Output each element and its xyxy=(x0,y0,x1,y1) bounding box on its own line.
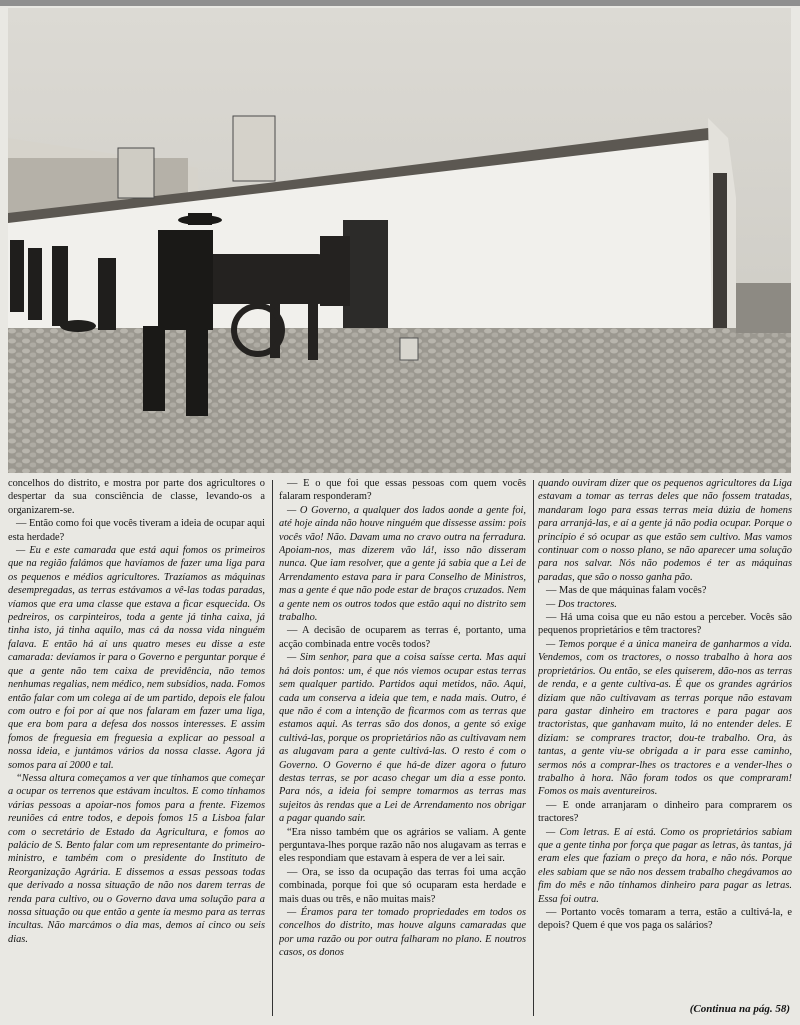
column-rule-1 xyxy=(272,480,273,1016)
article-column-3 xyxy=(538,477,792,1017)
paragraph: — Mas de que máquinas falam vocês? xyxy=(546,585,707,597)
paragraph: — Então como foi que vocês tiveram a ideia de ocupar aqui esta herdade? xyxy=(8,518,265,543)
top-border xyxy=(0,0,800,6)
paragraph: quando ouviram dizer que os pequenos agricultores da Liga estavam a tomar as terras deles que não fossem tratadas, mandaram logo para essas terras meia dúzia de homens para arranjá-las, e aí a gente já não podia ocupar. Porque o princípio é só ocupar as que estão sem cultivo. Mas vamos continuar com o nosso plano, se não aparecer uma solução para nos salvar. Nós não podemos é ter as máquinas paradas, que são o nosso ganha pão. xyxy=(538,478,792,583)
paragraph: — E onde arranjaram o dinheiro para comprarem os tractores? xyxy=(538,799,792,825)
paragraph: — O Governo, a qualquer dos lados aonde a gente foi, até hoje ainda não houve ninguém que dissesse assim: pois vocês vão! Não. Davam uma no cravo outra na ferradura. Apoiam-nos, mas dizerem vão lá!, isso não disseram nunca. Que iam resolver, que a gente já sabia que a Lei de Arrendamento estava para ir para Conselho de Ministros, mas a gente é que não pode estar de braços cruzados. Nem a gente nem os outros todos que estão aqui no distrito sem trabalho. xyxy=(279,504,526,624)
paragraph: “Nessa altura começamos a ver que tínhamos que começar a ocupar os terrenos que estávam incultos. E como tínhamos várias pessoas a apoiar-nos fomos para a frente. Fizemos reuniões cá entre todos, e depois fomos 15 a Lisboa falar com o secretário de Estado da Agricultura, e fomos ao palácio de S. Bento falar com um representante do primeiro-ministro, e também com o presidente do Instituto de Reorganização Agrária. E dissemos a essas pessoas todas que derivado a nossa situação de não nos darem terras de renda para cultivo, ou o Governo dava uma solução para a nossa situação ou que então a gente ía mesmo para as terras incultas. Não marcámos o dia mas, demos aí cinco ou seis dias. xyxy=(8,772,265,945)
photo-farmhouse-donkey-cart-icon xyxy=(8,8,791,473)
paragraph: — Temos porque é a única maneira de ganharmos a vida. Vendemos, com os tractores, o nosso trabalho à hora aos proprietários. Ou então, se eles quiserem, dão-nos as terras de renda, e a gente cultiva-as. É que os grandes agrários diziam que não cultivavam as terras porque não estavam para gastar dinheiro em tractores e para pagar aos tractoristas, que ganhavam muito, lá no entender deles. E diziam: se comprares tractor, dou-te trabalho. Ora, às tantas, a gente viu-se obrigada a ir para esse caminho, sermos nós a comprar-lhes os tractores e a vender-lhes o trabalho à hora. Não foram todos os que compraram! Fomos os mais aventureiros. xyxy=(538,638,792,798)
paragraph: — Há uma coisa que eu não estou a perceber. Vocês são pequenos proprietários e têm tractores? xyxy=(538,612,792,637)
column-rule-2 xyxy=(533,480,534,1016)
paragraph: — Portanto vocês tomaram a terra, estão a cultivá-la, e depois? Quem é que vos paga os salários? xyxy=(538,907,792,932)
paragraph: — Ora, se isso da ocupação das terras foi uma acção combinada, porque foi que só ocuparam esta herdade e mais duas ou três, e não muitas mais? xyxy=(279,866,526,905)
article-column-1 xyxy=(8,477,265,1017)
continuation-note[interactable]: (Continua na pág. 58) xyxy=(689,1003,790,1015)
paragraph: “Era nisso também que os agrários se valiam. A gente perguntava-lhes porque razão não nos alugavam as terras e eles respondiam que estavam à espera de ver a lei sair. xyxy=(279,826,526,865)
paragraph: — Éramos para ter tomado propriedades em todos os concelhos do distrito, mas houve alguns camaradas que por uma razão ou por outra falharam no plano. E noutros casos, os donos xyxy=(279,907,526,959)
paragraph: — Com letras. E aí está. Como os proprietários sabiam que a gente tinha por força que pagar as letras, às tantas, já eram eles que faziam o preço da hora, e não nós. Porque eles sabiam que se não nos dessem trabalho chegávamos ao fim do mês e não tínhamos dinheiro para pagar as letras. Essa foi outra. xyxy=(538,826,792,905)
article-column-2 xyxy=(279,477,526,1017)
paragraph: — Eu e este camarada que está aqui fomos os primeiros que na região falámos que havíamos de fazer uma liga para os pequenos e médios agricultores. Trazíamos as máquinas desempregadas, as terras estávamos a vê-las todas paradas, víamos que era uma classe que estava a ficar esquecida. Os pedreiros, os carpinteiros, toda a gente já tinha caixa, já tinha isto, já tinha aquilo, mas cá da nossa vida ninguém falava. E então há aí uns quatro meses eu disse a este camarada: devíamos ir para o Governo e perguntar porque é que a gente não tem caixa de previdência, não temos nenhumas regalias, nem médico, nem subsídios, nada. Fomos então falar com um colega aí de um partido, depois ele falou com outro e foi por aí que nos falaram em fazer uma liga, que era bom para a defesa dos nossos interesses. E assim fomos de freguesia em freguesia a explicar ao pessoal a nossa ideia, e juntámos vários da nossa classe. Agora já somos para aí 2000 e tal. xyxy=(8,545,265,771)
paragraph: — E o que foi que essas pessoas com quem vocês falaram responderam? xyxy=(279,478,526,503)
paragraph: — Sim senhor, para que a coisa saísse certa. Mas aqui há dois pontos: um, é que nós viemos ocupar estas terras sem qualquer partido. Partidos aqui metidos, não. Aqui, cada um conserva a ideia que tem, e nada mais. Outro, é que não é com a intenção de ficarmos com as terras que estamos aqui. As terras são dos donos, a gente só exige cultivá-las, porque os proprietários não as cultivavam nem as alugavam para a gente cultivá-las. O resto é com o Governo. O Governo é que há-de dizer agora o futuro destas terras, se por acaso chegar um dia a esse ponto. Para nós, a ideia foi sempre tomarmos as terras mas sujeitos às rendas que a Lei de Arrendamento nos obrigar a pagar quando sair. xyxy=(279,652,526,825)
paragraph: — Dos tractores. xyxy=(546,598,617,610)
photo-farmhouse xyxy=(8,8,791,473)
paragraph: concelhos do distrito, e mostra por parte dos agricultores o despertar da sua consciência de classe, levando-os a organizarem-se. xyxy=(8,478,265,516)
paragraph: — A decisão de ocuparem as terras é, portanto, uma acção combinada entre vocês todos? xyxy=(279,625,526,650)
